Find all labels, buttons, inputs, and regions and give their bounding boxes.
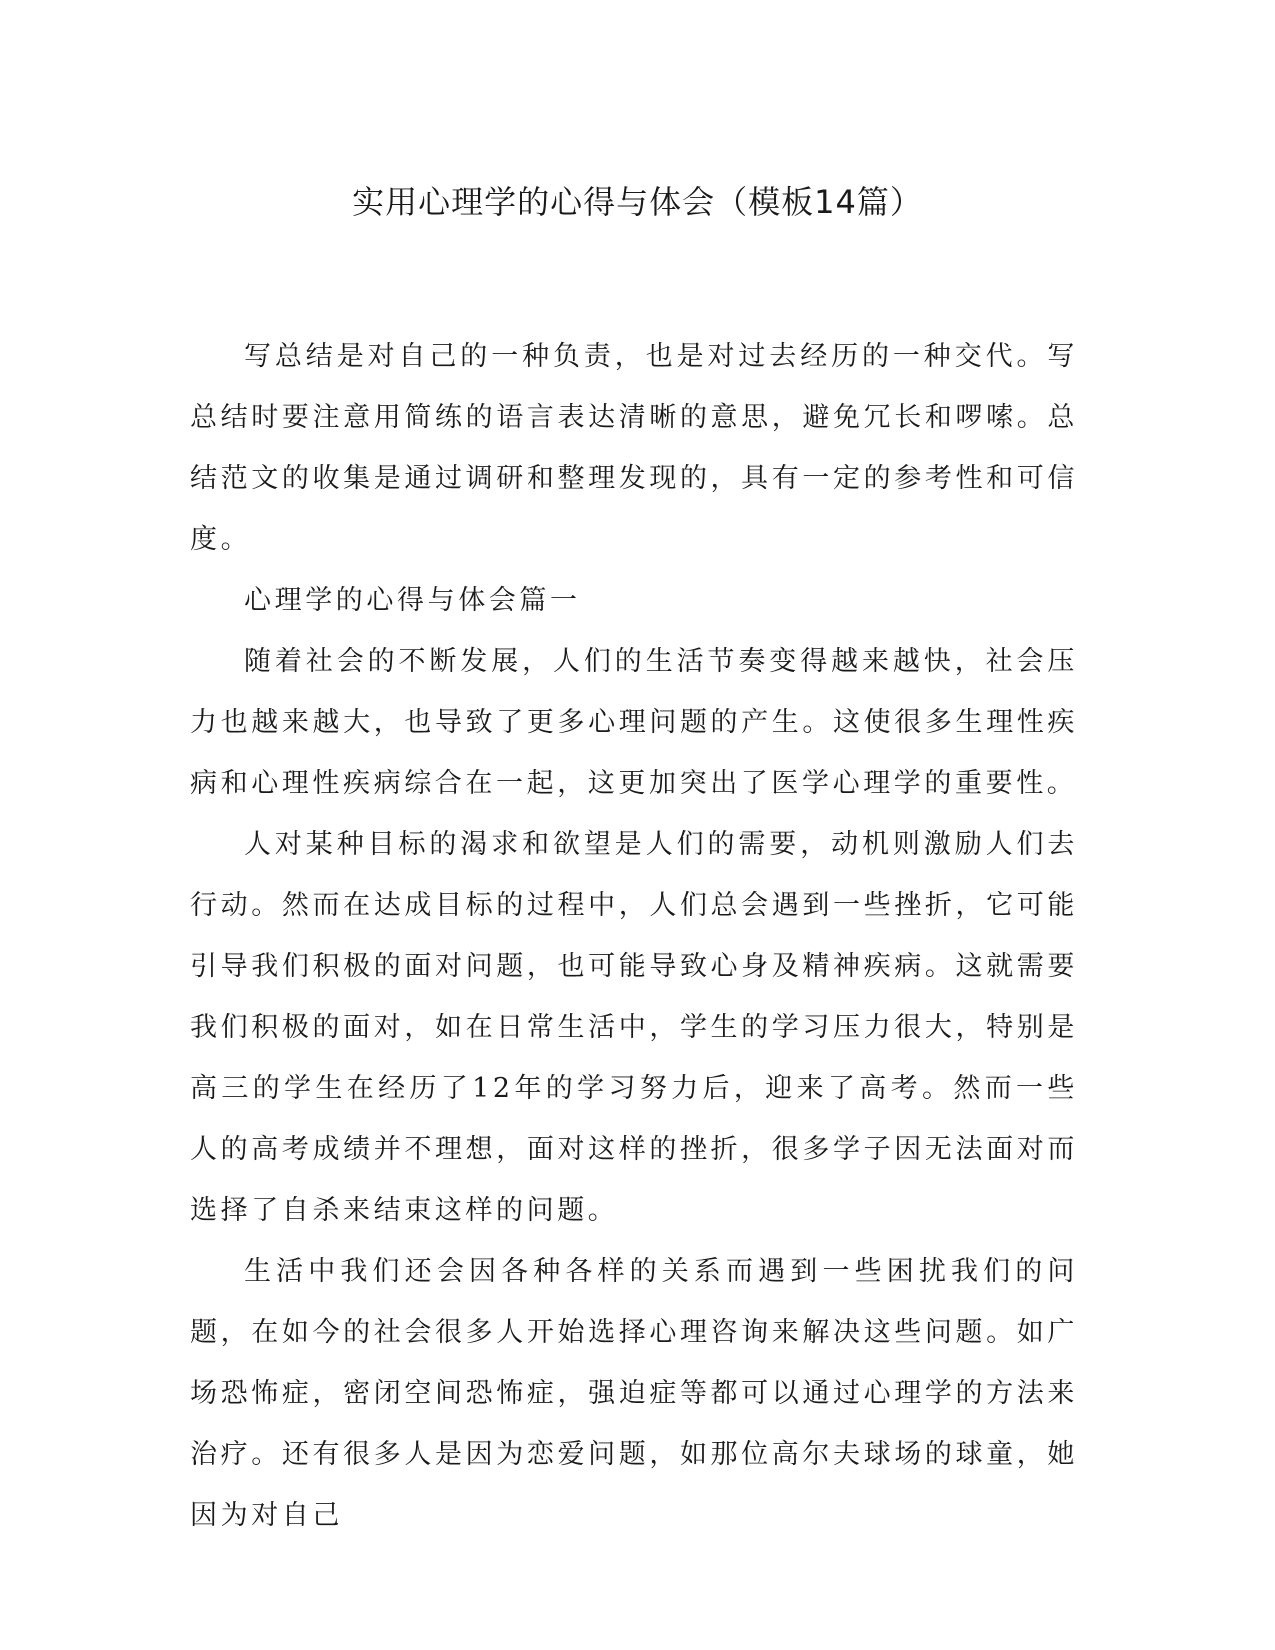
document-title: 实用心理学的心得与体会（模板14篇）	[352, 183, 923, 221]
document-body	[190, 326, 1078, 1546]
section-heading: 心理学的心得与体会篇一	[244, 585, 581, 616]
intro-paragraph: 写总结是对自己的一种负责，也是对过去经历的一种交代。写总结时要注意用简练的语言表达清晰的意思，避免冗长和啰嗦。总结范文的收集是通过调研和整理发现的，具有一定的参考性和可信度。	[190, 341, 1078, 555]
body-paragraph: 随着社会的不断发展，人们的生活节奏变得越来越快，社会压力也越来越大，也导致了更多心理问题的产生。这使很多生理性疾病和心理性疾病综合在一起，这更加突出了医学心理学的重要性。	[190, 646, 1078, 799]
body-paragraph: 人对某种目标的渴求和欲望是人们的需要，动机则激励人们去行动。然而在达成目标的过程中，人们总会遇到一些挫折，它可能引导我们积极的面对问题，也可能导致心身及精神疾病。这就需要我们积极的面对，如在日常生活中，学生的学习压力很大，特别是高三的学生在经历了12年的学习努力后，迎来了高考。然而一些人的高考成绩并不理想，面对这样的挫折，很多学子因无法面对而选择了自杀来结束这样的问题。	[190, 829, 1078, 1226]
body-paragraph: 生活中我们还会因各种各样的关系而遇到一些困扰我们的问题，在如今的社会很多人开始选择心理咨询来解决这些问题。如广场恐怖症，密闭空间恐怖症，强迫症等都可以通过心理学的方法来治疗。还有很多人是因为恋爱问题，如那位高尔夫球场的球童，她因为对自己	[190, 1256, 1078, 1531]
